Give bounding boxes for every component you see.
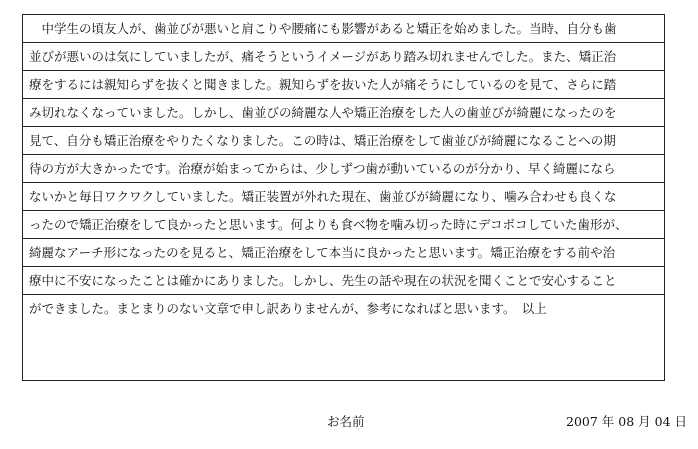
text-line-8: ったので矯正治療をして良かったと思います。何よりも食べ物を噛み切った時にデコボコしていた歯形が、 bbox=[23, 211, 664, 239]
text-line-9: 綺麗なアーチ形になったのを見ると、矯正治療をして本当に良かったと思います。矯正治療をする前や治 bbox=[23, 239, 664, 267]
ruled-text-frame bbox=[22, 14, 665, 381]
text-line-7: ないかと毎日ワクワクしていました。矯正装置が外れた現在、歯並びが綺麗になり、噛み合わせも良くな bbox=[23, 183, 664, 211]
text-line-4: み切れなくなっていました。しかし、歯並びの綺麗な人や矯正治療をした人の歯並びが綺麗になったのを bbox=[23, 99, 664, 127]
text-line-6: 待の方が大きかったです。治療が始まってからは、少しずつ歯が動いているのが分かり、早く綺麗になら bbox=[23, 155, 664, 183]
date-text: 2007 年 08 月 04 日 bbox=[566, 414, 687, 429]
name-label: お名前 bbox=[327, 414, 365, 429]
text-line-1: 中学生の頃友人が、歯並びが悪いと肩こりや腰痛にも影響があると矯正を始めました。当時、自分も歯 bbox=[23, 15, 664, 43]
text-line-3: 療をするには親知らずを抜くと聞きました。親知らずを抜いた人が痛そうにしているのを見て、さらに踏 bbox=[23, 71, 664, 99]
text-line-2: 並びが悪いのは気にしていましたが、痛そうというイメージがあり踏み切れませんでした。また、矯正治 bbox=[23, 43, 664, 71]
text-line-5: 見て、自分も矯正治療をやりたくなりました。この時は、矯正治療をして歯並びが綺麗になることへの期 bbox=[23, 127, 664, 155]
text-line-11: ができました。まとまりのない文章で申し訳ありませんが、参考になればと思います。 以上 bbox=[29, 301, 547, 316]
text-line-10: 療中に不安になったことは確かにありました。しかし、先生の話や現在の状況を聞くことで安心すること bbox=[23, 267, 664, 295]
